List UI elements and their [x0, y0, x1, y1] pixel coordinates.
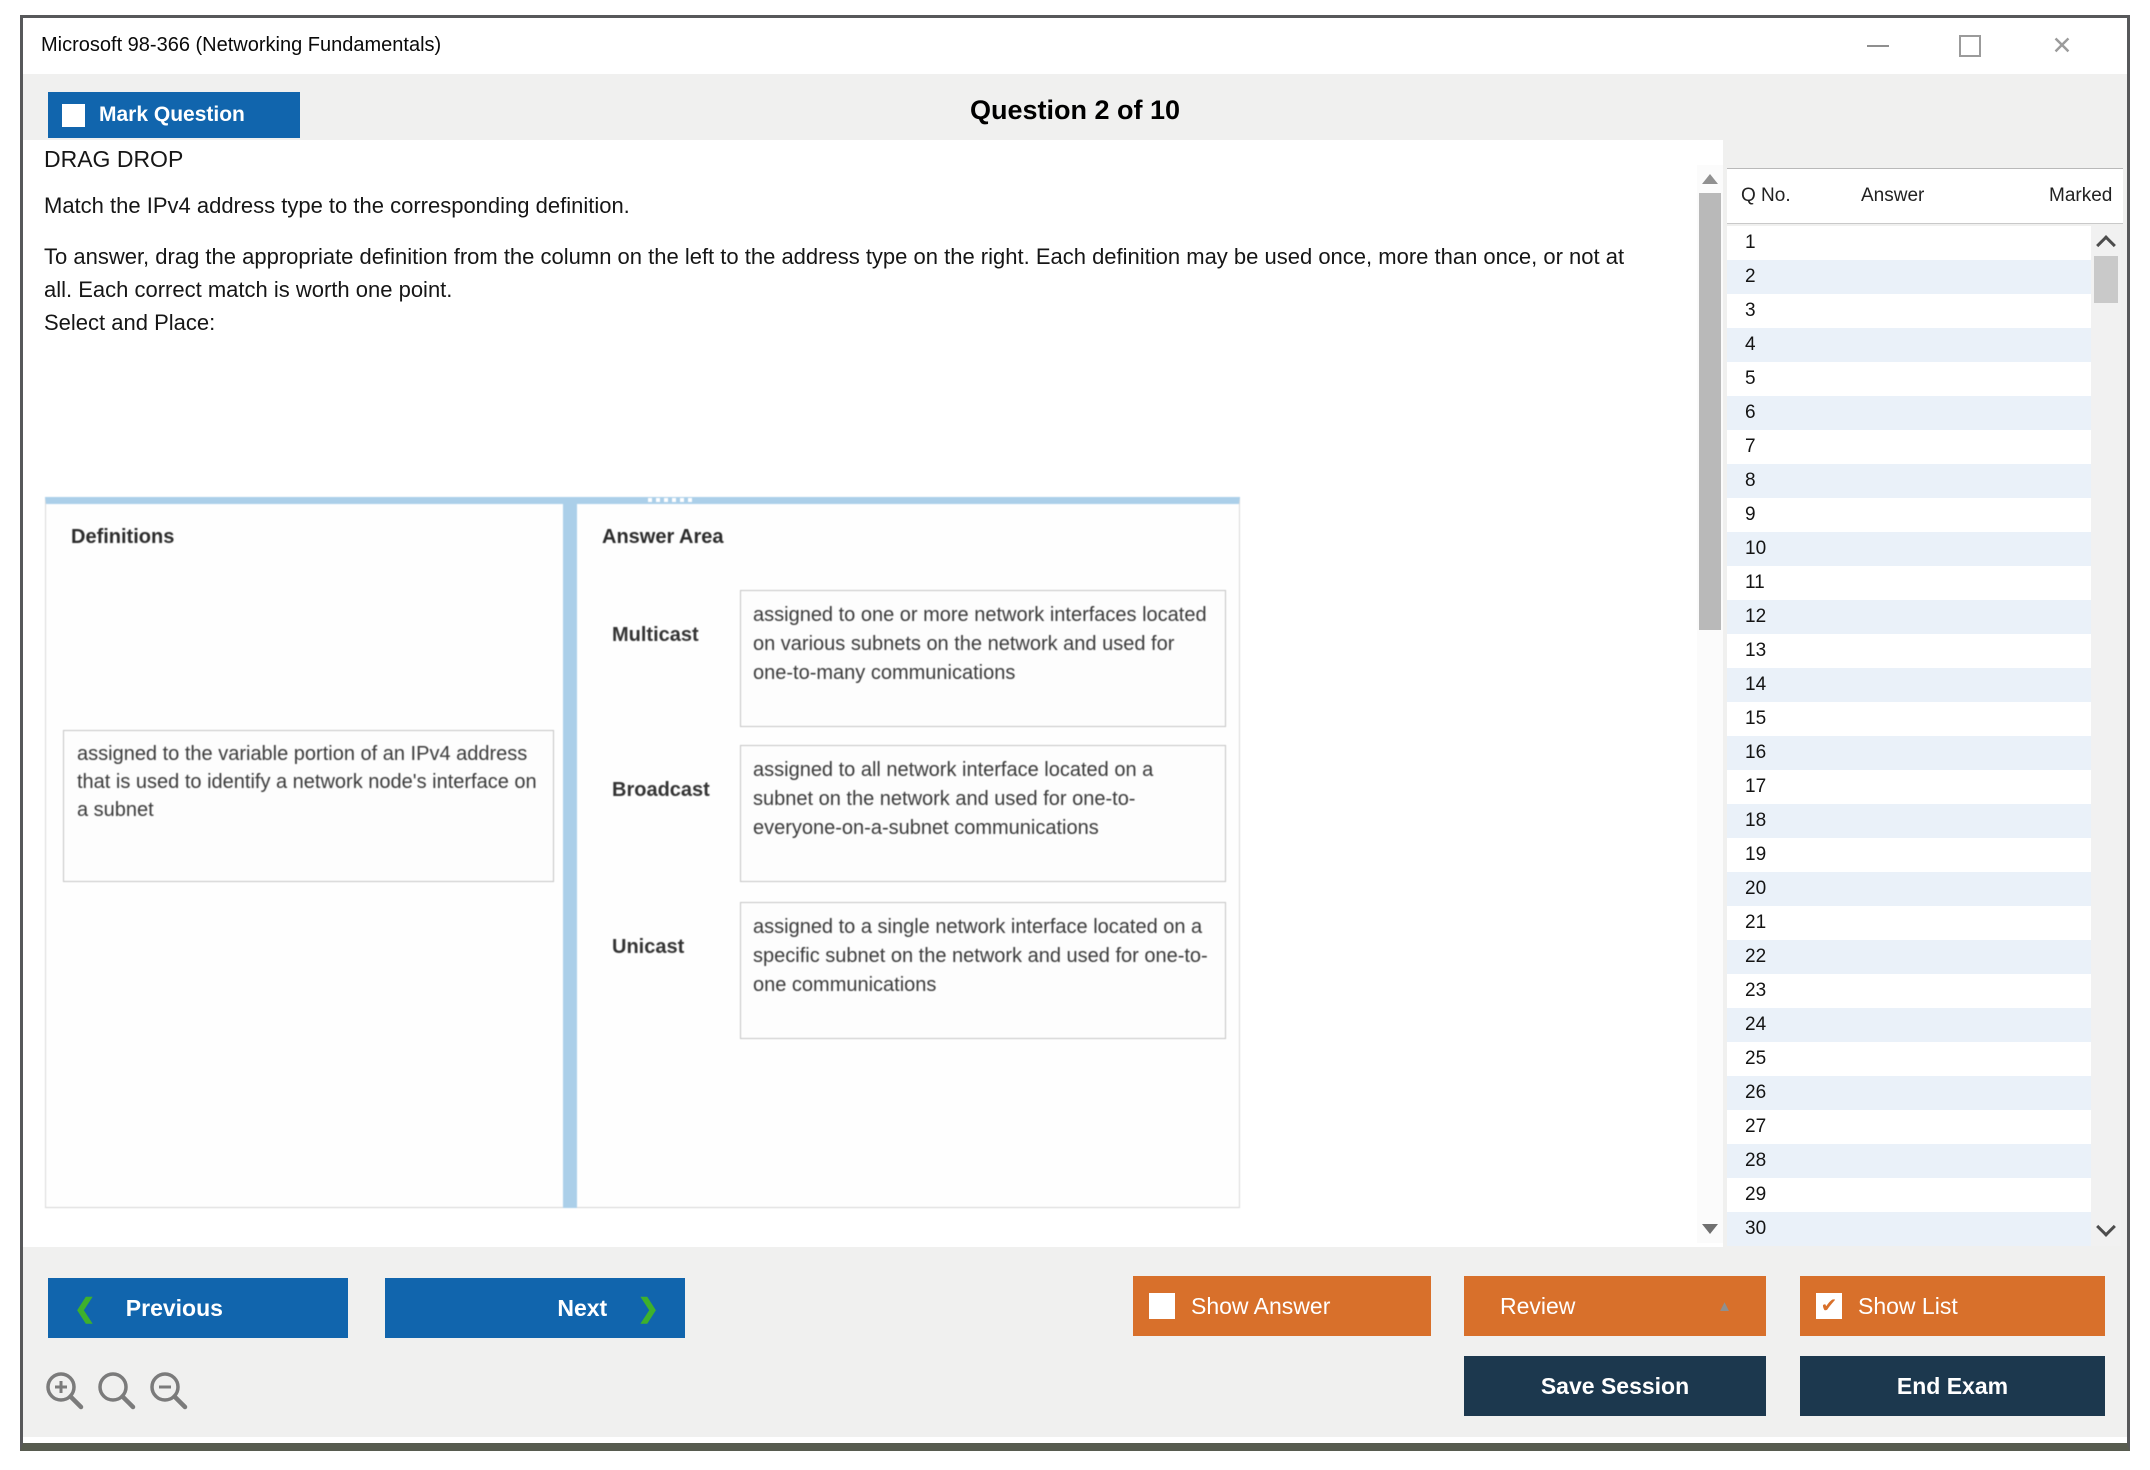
column-answer: Answer — [1861, 185, 1925, 206]
answer-drop-target[interactable]: assigned to one or more network interfaces located on various subnets on the network and used for one-to-many communications — [740, 590, 1226, 727]
question-number: 8 — [1745, 470, 1756, 491]
question-number: 24 — [1745, 1014, 1767, 1035]
question-list-row[interactable] — [1727, 464, 2091, 498]
question-list-row[interactable] — [1727, 668, 2091, 702]
question-list-row[interactable] — [1727, 1178, 2091, 1212]
question-number: 29 — [1745, 1184, 1767, 1205]
question-list-row[interactable] — [1727, 634, 2091, 668]
question-number: 25 — [1745, 1048, 1767, 1069]
answer-row-label: Unicast — [612, 936, 685, 958]
show-answer-checkbox[interactable] — [1149, 1293, 1175, 1319]
question-list-row[interactable] — [1727, 804, 2091, 838]
list-scroll-down-icon[interactable] — [2096, 1217, 2116, 1237]
show-answer-label: Show Answer — [1191, 1292, 1331, 1319]
zoom-toolbar — [42, 1368, 192, 1414]
question-number: 17 — [1745, 776, 1767, 797]
question-number: 1 — [1745, 232, 1756, 253]
question-number: 15 — [1745, 708, 1767, 729]
question-list-row[interactable] — [1727, 906, 2091, 940]
zoom-out-icon[interactable] — [146, 1368, 192, 1414]
question-list-header — [1727, 168, 2123, 224]
previous-label: Previous — [125, 1294, 223, 1321]
question-number: 16 — [1745, 742, 1767, 763]
question-list-row[interactable] — [1727, 1042, 2091, 1076]
question-number: 30 — [1745, 1218, 1767, 1239]
question-number: 3 — [1745, 300, 1756, 321]
question-list-row[interactable] — [1727, 600, 2091, 634]
mark-question-label: Mark Question — [99, 103, 245, 126]
panel-divider — [563, 497, 577, 1208]
question-list-row[interactable] — [1727, 1008, 2091, 1042]
question-list-row[interactable] — [1727, 838, 2091, 872]
question-list-row[interactable] — [1727, 566, 2091, 600]
list-scrollbar-thumb[interactable] — [2094, 256, 2118, 303]
collapse-arrow-icon: ▲ — [1717, 1298, 1732, 1315]
column-qno: Q No. — [1741, 185, 1791, 206]
question-list-row[interactable] — [1727, 974, 2091, 1008]
question-list-row[interactable] — [1727, 362, 2091, 396]
chevron-right-icon: ❯ — [637, 1292, 659, 1323]
question-number: 26 — [1745, 1082, 1767, 1103]
question-number: 28 — [1745, 1150, 1767, 1171]
question-number: 10 — [1745, 538, 1767, 559]
question-number: 4 — [1745, 334, 1756, 355]
question-number: 7 — [1745, 436, 1756, 457]
question-type-label: DRAG DROP — [44, 146, 184, 172]
question-number: 12 — [1745, 606, 1767, 627]
question-list-row[interactable] — [1727, 872, 2091, 906]
question-number: 19 — [1745, 844, 1767, 865]
question-list-row[interactable] — [1727, 1212, 2091, 1246]
window-controls — [1863, 28, 2077, 64]
question-list-row[interactable] — [1727, 498, 2091, 532]
question-number: 14 — [1745, 674, 1767, 695]
end-exam-label: End Exam — [1896, 1372, 2009, 1399]
scroll-up-arrow-icon[interactable] — [1702, 174, 1718, 184]
main-scrollbar[interactable] — [1697, 165, 1723, 1243]
maximize-icon — [1959, 35, 1981, 57]
question-number: 2 — [1745, 266, 1756, 287]
save-session-button[interactable] — [1464, 1356, 1766, 1416]
question-list-scrollbar[interactable] — [2091, 226, 2121, 1246]
question-number: 22 — [1745, 946, 1767, 967]
question-number: 21 — [1745, 912, 1767, 933]
check-icon: ✔ — [1820, 1295, 1838, 1317]
zoom-in-icon[interactable] — [42, 1368, 88, 1414]
maximize-button[interactable] — [1955, 31, 1985, 61]
review-button[interactable] — [1464, 1276, 1766, 1336]
close-button[interactable] — [2047, 31, 2077, 61]
question-list-row[interactable] — [1727, 294, 2091, 328]
definitions-title: Definitions — [71, 526, 175, 548]
question-number: 20 — [1745, 878, 1767, 899]
save-session-label: Save Session — [1540, 1372, 1690, 1399]
end-exam-button[interactable] — [1800, 1356, 2105, 1416]
question-list — [1727, 226, 2091, 1246]
previous-button[interactable] — [48, 1278, 348, 1338]
question-list-row[interactable] — [1727, 532, 2091, 566]
list-scroll-up-icon[interactable] — [2096, 235, 2116, 255]
question-list-row[interactable] — [1727, 226, 2091, 260]
scroll-down-arrow-icon[interactable] — [1702, 1224, 1718, 1234]
answer-area-title: Answer Area — [602, 526, 724, 548]
question-number: 18 — [1745, 810, 1767, 831]
question-prompt: Match the IPv4 address type to the corresponding definition. — [44, 193, 630, 218]
mark-question-button[interactable] — [48, 92, 300, 138]
next-label: Next — [557, 1294, 608, 1321]
question-number: 6 — [1745, 402, 1756, 423]
question-number: 11 — [1745, 572, 1765, 593]
show-answer-button[interactable] — [1133, 1276, 1431, 1336]
question-counter: Question 2 of 10 — [969, 95, 1181, 125]
question-number: 9 — [1745, 504, 1756, 525]
review-label: Review — [1500, 1292, 1576, 1319]
answer-drop-target[interactable]: assigned to all network interface located on a subnet on the network and used for one-to-everyone-on-a-subnet communications — [740, 745, 1226, 882]
question-number: 23 — [1745, 980, 1767, 1001]
question-list-row[interactable] — [1727, 328, 2091, 362]
question-number: 27 — [1745, 1116, 1767, 1137]
show-list-button[interactable] — [1800, 1276, 2105, 1336]
mark-question-checkbox[interactable] — [62, 104, 85, 127]
answer-row-label: Multicast — [612, 624, 699, 646]
question-list-row[interactable] — [1727, 260, 2091, 294]
column-marked: Marked — [2049, 185, 2113, 206]
chevron-left-icon: ❮ — [74, 1292, 96, 1323]
minimize-icon — [1867, 45, 1889, 47]
question-list-row[interactable] — [1727, 702, 2091, 736]
question-instructions: To answer, drag the appropriate definition from the column on the left to the address type on the right. Each definition may be used once, more than once, or not at all. Each correct match is worth one point. — [44, 244, 1625, 302]
title-bar — [23, 18, 2127, 74]
image-artifact-dots — [648, 498, 692, 502]
show-list-label: Show List — [1858, 1292, 1958, 1319]
question-list-row[interactable] — [1727, 430, 2091, 464]
select-and-place-label: Select and Place: — [44, 310, 216, 335]
question-list-row[interactable] — [1727, 736, 2091, 770]
window-title: Microsoft 98-366 (Networking Fundamentals) — [41, 34, 442, 56]
next-button[interactable] — [385, 1278, 685, 1338]
close-icon: ✕ — [2051, 31, 2073, 60]
question-list-row[interactable] — [1727, 396, 2091, 430]
answer-row-label: Broadcast — [612, 779, 710, 801]
question-list-row[interactable] — [1727, 1144, 2091, 1178]
search-icon[interactable] — [94, 1368, 140, 1414]
question-number: 13 — [1745, 640, 1767, 661]
definition-drag-item[interactable]: assigned to the variable portion of an IPv4 address that is used to identify a network node's interface on a subnet — [63, 730, 554, 882]
main-scrollbar-thumb[interactable] — [1699, 193, 1721, 630]
definitions-panel — [45, 497, 563, 1208]
question-list-row[interactable] — [1727, 940, 2091, 974]
answer-drop-target[interactable]: assigned to a single network interface located on a specific subnet on the network and used for one-to-one communications — [740, 902, 1226, 1039]
question-list-row[interactable] — [1727, 1076, 2091, 1110]
question-list-row[interactable] — [1727, 1110, 2091, 1144]
answer-area-panel — [577, 497, 1240, 1208]
minimize-button[interactable] — [1863, 31, 1893, 61]
question-list-row[interactable] — [1727, 770, 2091, 804]
show-list-checkbox[interactable] — [1816, 1293, 1842, 1319]
question-number: 5 — [1745, 368, 1756, 389]
